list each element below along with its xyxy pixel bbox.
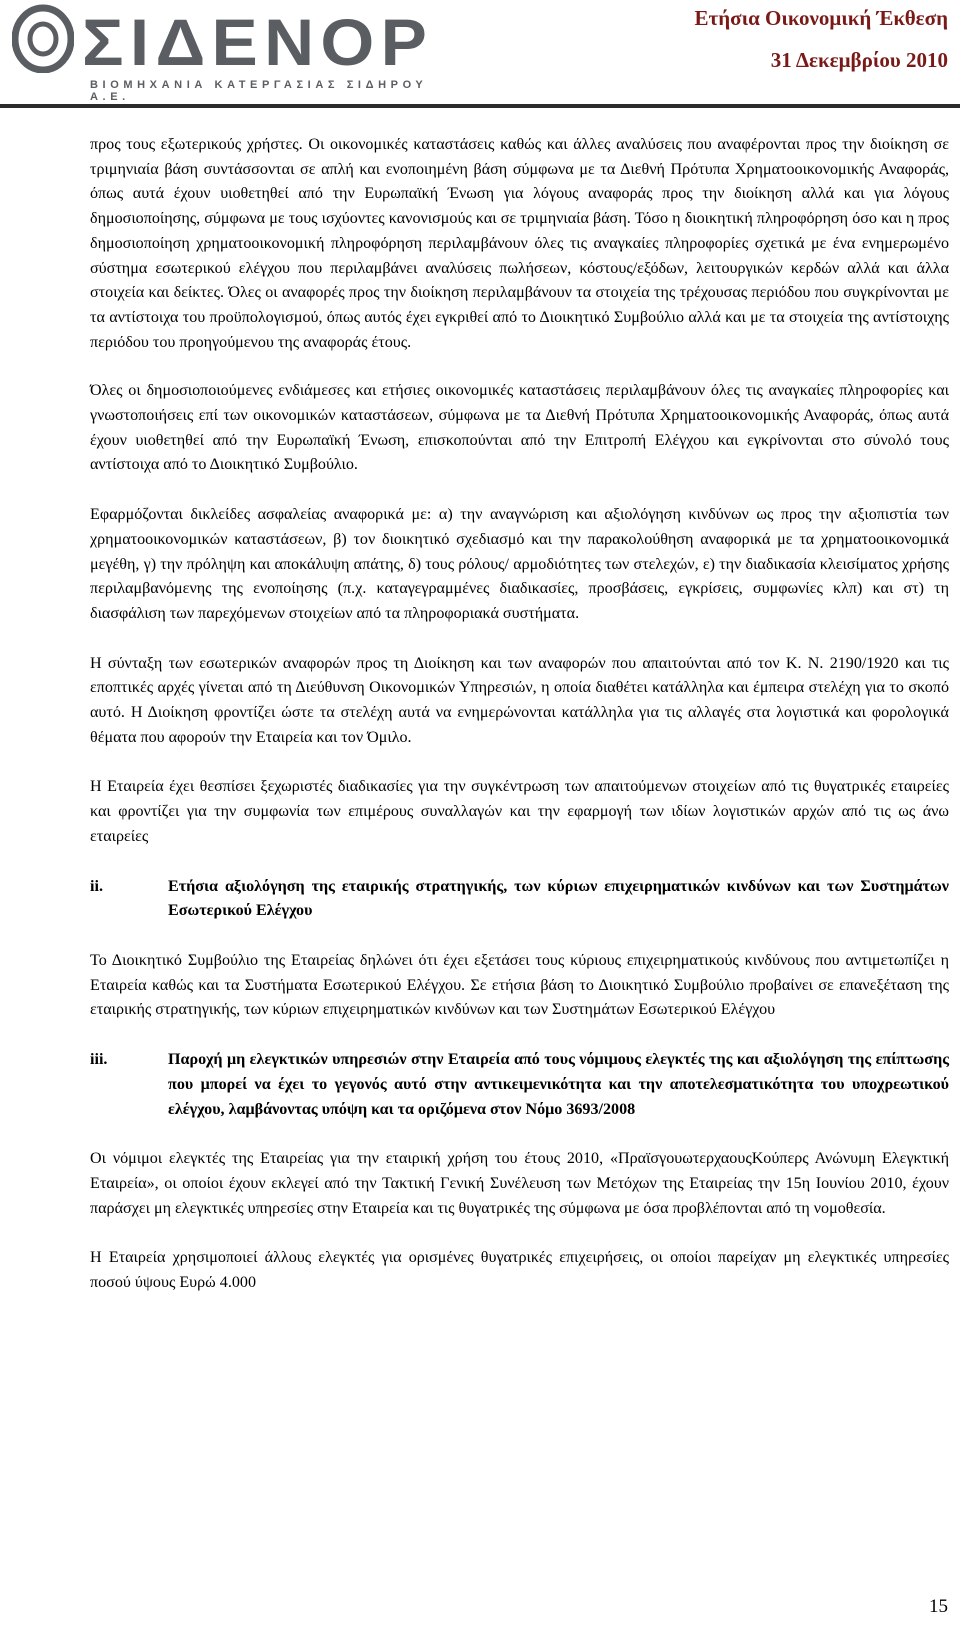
section-title: Παροχή μη ελεγκτικών υπηρεσιών στην Εταιρεία από τους νόμιμους ελεγκτές της και αξιολόγηση της επίπτωσης που μπορεί να έχει το γεγονός αυτό στην αντικειμενικότητα και την αποτελεσματικότητα του υποχρεωτικού ελέγχου, λαμβάνοντας υπόψη και τα οριζόμενα στον Νόμο 3693/2008: [168, 1051, 949, 1118]
paragraph: Εφαρμόζονται δικλείδες ασφαλείας αναφορικά με: α) την αναγνώριση και αξιολόγηση κινδύνων ως προς την αξιοπιστία των χρηματοοικονομικών καταστάσεων, β) τον διοικητικό σχεδιασμό και την παρακολούθηση αναφορικά με τα χρηματοοικονομικά μεγέθη, γ) την πρόληψη και αποκάλυψη απάτης, δ) τους ρόλους/ αρμοδιότητες των στελεχών, ε) την διαδικασία κλεισίματος χρήσης περιλαμβανόμενης της ενοποίησης (π.χ. καταγεγραμμένες διαδικασίες, προσβάσεις, εγκρίσεις, συμφωνίες κλπ) και στ) τη διασφάλιση των παρεχόμενων στοιχείων από τα πληροφοριακά συστήματα.: [90, 506, 949, 622]
logo-text: ΣΙΔΕΝΟΡ: [82, 5, 434, 79]
page-header: [0, 0, 960, 108]
section-title: Ετήσια αξιολόγηση της εταιρικής στρατηγικής, των κύριων επιχειρηματικών κινδύνων και των Συστημάτων Εσωτερικού Ελέγχου: [168, 877, 949, 920]
paragraph: Το Διοικητικό Συμβούλιο της Εταιρείας δηλώνει ότι έχει εξετάσει τους κύριους επιχειρηματικούς κινδύνους που αντιμετωπίζει η Εταιρεία καθώς και τα Συστήματα Εσωτερικού Ελέγχου. Σε ετήσια βάση το Διοικητικό Συμβούλιο προβαίνει σε επανεξέταση της εταιρικής στρατηγικής, των κύριων επιχειρηματικών κινδύνων και των Συστημάτων Εσωτερικού Ελέγχου: [90, 951, 949, 1019]
page-number: 15: [929, 1596, 948, 1617]
logo-subtitle: ΒΙΟΜΗΧΑΝΙΑ ΚΑΤΕΡΓΑΣΙΑΣ ΣΙΔΗΡΟΥ Α.Ε.: [90, 79, 428, 103]
paragraph: Η Εταιρεία χρησιμοποιεί άλλους ελεγκτές για ορισμένες θυγατρικές επιχειρήσεις, οι οποίοι παρείχαν μη ελεγκτικές υπηρεσίες ποσού ύψους Ευρώ 4.000: [90, 1249, 949, 1292]
report-date: 31 Δεκεμβρίου 2010: [770, 48, 948, 72]
document-body: [90, 133, 949, 1321]
paragraph: Όλες οι δημοσιοποιούμενες ενδιάμεσες και ετήσιες οικονομικές καταστάσεις περιλαμβάνουν όλες τις αναγκαίες πληροφορίες και γνωστοποιήσεις επί των οικονομικών καταστάσεων, σύμφωνα με τα Διεθνή Πρότυπα Χρηματοοικονομικής Αναφοράς, όπως αυτά έχουν υιοθετηθεί από την Ευρωπαϊκή Ένωση, επισκοπούνται από την Επιτροπή Ελέγχου και εγκρίνονται στο σύνολό τους αντίστοιχα από το Διοικητικό Συμβούλιο.: [90, 382, 949, 474]
paragraph: Η Εταιρεία έχει θεσπίσει ξεχωριστές διαδικασίες για την συγκέντρωση των απαιτούμενων στοιχείων από τις θυγατρικές εταιρείες και φροντίζει για την συμφωνία των επιμέρους συναλλαγών και την εφαρμογή των ιδίων λογιστικών αρχών από τις ως άνω εταιρείες: [90, 778, 949, 845]
logo-emblem-icon: [12, 3, 74, 73]
section-number: ii.: [90, 877, 103, 895]
company-logo: [10, 0, 470, 103]
header-divider: [0, 104, 960, 108]
section-heading-iii: [90, 1048, 949, 1122]
report-title: Ετήσια Οικονομική Έκθεση: [694, 6, 948, 30]
section-heading-ii: [90, 875, 949, 924]
paragraph: Οι νόμιμοι ελεγκτές της Εταιρείας για την εταιρική χρήση του έτους 2010, «ΠραϊσγουωτερχαουςΚούπερς Ανώνυμη Ελεγκτική Εταιρεία», οι οποίοι έχουν εκλεγεί από την Τακτική Γενική Συνέλευση των Μετόχων της Εταιρείας την 15η Ιουνίου 2010, έχουν παράσχει μη ελεγκτικές υπηρεσίες στην Εταιρεία και τις θυγατρικές της σύμφωνα με όσα προβλέπονται από τη νομοθεσία.: [90, 1150, 949, 1217]
section-number: iii.: [90, 1051, 108, 1069]
paragraph: Η σύνταξη των εσωτερικών αναφορών προς τη Διοίκηση και των αναφορών που απαιτούνται από τον Κ. Ν. 2190/1920 και τις εποπτικές αρχές γίνεται από τη Διεύθυνση Οικονομικών Υπηρεσιών, η οποία διαθέτει κατάλληλα και έμπειρα στελέχη για το σκοπό αυτό. Η Διοίκηση φροντίζει ώστε τα στελέχη αυτά να ενημερώνονται κατάλληλα για τις αλλαγές στα λογιστικά και φορολογικά θέματα που αφορούν την Εταιρεία και τον Όμιλο.: [90, 654, 949, 746]
paragraph: προς τους εξωτερικούς χρήστες. Οι οικονομικές καταστάσεις καθώς και άλλες αναλύσεις που αναφέρονται προς την διοίκηση σε τριμηνιαία βάση συντάσσονται σε απλή και ενοποιημένη βάση σύμφωνα με τα Διεθνή Πρότυπα Χρηματοοικονομικής Αναφοράς, όπως αυτά έχουν υιοθετηθεί από την Ευρωπαϊκή Ένωση για λόγους αναφοράς προς την διοίκηση αλλά και για λόγους δημοσιοποίησης, σύμφωνα με τους ισχύοντες κανονισμούς και σε τριμηνιαία βάση. Τόσο η διοικητική πληροφόρηση όσο και η προς δημοσιοποίηση χρηματοοικονομική πληροφόρηση περιλαμβάνουν όλες τις αναγκαίες πληροφορίες σχετικά με ένα ενημερωμένο σύστημα εσωτερικού ελέγχου που περιλαμβάνει αναλύσεις πωλήσεων, κόστους/εξόδων, λειτουργικών κερδών αλλά και άλλα στοιχεία και δείκτες. Όλες οι αναφορές προς την διοίκηση περιλαμβάνουν τα στοιχεία της τρέχουσας περιόδου που συγκρίνονται με τα αντίστοιχα του προϋπολογισμού, όπως αυτός έχει εγκριθεί από το Διοικητικό Συμβούλιο αλλά και με τα στοιχεία της αντίστοιχης περιόδου του προηγούμενου της αναφοράς έτους.: [90, 136, 949, 351]
